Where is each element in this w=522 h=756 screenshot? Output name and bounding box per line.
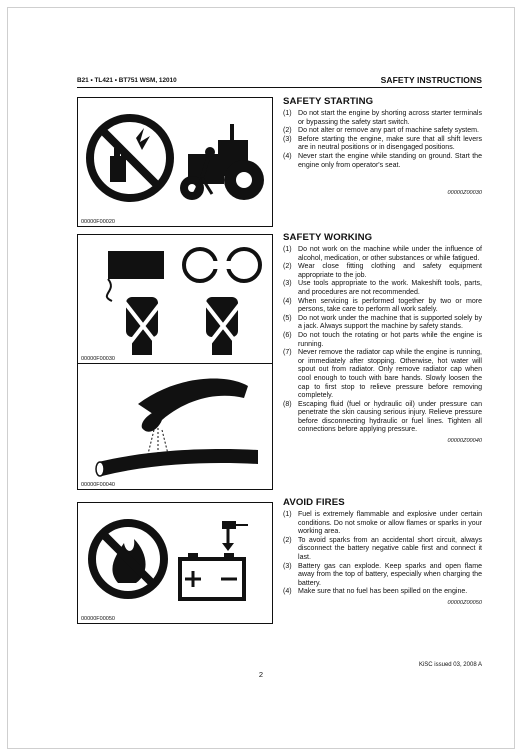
page-number: 2	[258, 670, 264, 679]
crossed-hand-right-icon	[202, 297, 244, 355]
item-text: Battery gas can explode. Keep sparks and open flame away from the top of battery, especially when charging the battery.	[298, 562, 482, 587]
figure-pressurized-fluid	[77, 364, 273, 490]
battery-icon	[180, 521, 248, 599]
instruction-list	[283, 246, 482, 435]
figure-code: 00000F00020	[81, 219, 115, 225]
item-number: (3)	[283, 280, 292, 288]
item-number: (4)	[283, 297, 292, 305]
instruction-item	[283, 349, 482, 401]
no-shorting-starter-and-tractor-icon	[78, 98, 274, 228]
instruction-item	[283, 153, 482, 170]
item-text: Do not start the engine by shorting across starter terminals or bypassing the safety start switch.	[298, 110, 482, 126]
item-text: Use tools appropriate to the work. Makeshift tools, parts, and procedures are not recommended.	[298, 280, 482, 296]
instruction-item	[283, 136, 482, 153]
item-text: Do not alter or remove any part of machine safety system.	[298, 127, 479, 135]
manual-model-header: B21 • TL421 • BT751 WSM, 12010	[77, 77, 177, 84]
section-title: SAFETY STARTING	[283, 96, 374, 107]
instruction-item	[283, 280, 482, 297]
issue-footer: KiSC issued 03, 2008 A	[418, 662, 482, 668]
prohibition-hand-icon	[90, 118, 170, 198]
prohibition-flame-icon	[92, 523, 164, 595]
instruction-item	[283, 246, 482, 263]
item-number: (3)	[283, 135, 292, 143]
instruction-item	[283, 127, 482, 136]
instruction-item	[283, 563, 482, 589]
item-text: Make sure that no fuel has been spilled on the engine.	[298, 588, 468, 596]
item-text: Wear close fitting clothing and safety equipment appropriate to the job.	[298, 263, 482, 279]
instruction-item	[283, 332, 482, 349]
item-number: (4)	[283, 152, 292, 160]
instruction-item	[283, 511, 482, 537]
instruction-item	[283, 263, 482, 280]
instruction-item	[283, 537, 482, 563]
section-avoid-fires	[283, 497, 482, 606]
item-text: Do not work on the machine while under the influence of alcohol, medication, or other substances or while fatigued.	[298, 246, 482, 262]
gear-belt-drive-icon	[107, 249, 260, 301]
section-code: 00000Z00040	[447, 438, 482, 445]
instruction-item	[283, 110, 482, 127]
item-text: To avoid sparks from an accidental short circuit, always disconnect the battery negative cable first and connect it last.	[298, 536, 482, 561]
item-number: (2)	[283, 536, 292, 544]
item-number: (3)	[283, 562, 292, 570]
item-number: (1)	[283, 511, 292, 518]
instruction-item	[283, 298, 482, 315]
item-number: (1)	[283, 110, 292, 117]
instruction-list	[283, 511, 482, 597]
item-number: (1)	[283, 246, 292, 253]
item-number: (5)	[283, 314, 292, 322]
header-rule	[77, 87, 482, 88]
crossed-hand-left-icon	[122, 297, 164, 355]
item-text: Before starting the engine, make sure that all shift levers are in neutral positions or in disengaged positions.	[298, 135, 482, 152]
figure-code: 00000F00040	[81, 482, 115, 488]
section-safety-starting	[283, 96, 482, 196]
section-code: 00000Z00050	[447, 599, 482, 606]
instruction-item	[283, 315, 482, 332]
section-safety-working	[283, 232, 482, 444]
item-text: Do not work under the machine that is supported solely by a jack. Always support the machine by safety stands.	[298, 314, 482, 331]
item-number: (6)	[283, 331, 292, 339]
item-number: (7)	[283, 349, 292, 357]
instruction-list	[283, 110, 482, 170]
item-text: Escaping fluid (fuel or hydraulic oil) under pressure can penetrate the skin causing serious injury. Relieve pressure before disconnecting hydraulic or fuel lines. Tighten all connections before applying pressure.	[298, 400, 482, 434]
instruction-item	[283, 401, 482, 435]
item-text: Never remove the radiator cap while the engine is running, or immediately after stopping. Otherwise, hot water will spout out from radiator. Only remove radiator cap when cool enough to touch with bare hands. Slowly loosen the cap to first stop to relieve pressure before removing completely.	[298, 349, 482, 400]
section-title: SAFETY WORKING	[283, 232, 373, 243]
item-number: (2)	[283, 127, 292, 135]
item-text: Do not touch the rotating or hot parts while the engine is running.	[298, 331, 482, 348]
chapter-title-header: SAFETY INSTRUCTIONS	[380, 75, 482, 85]
figure-code: 00000F00030	[81, 356, 115, 362]
figure-loose-clothing	[77, 234, 273, 364]
no-loose-clothing-icon	[78, 235, 274, 365]
fluid-under-pressure-icon	[78, 364, 274, 490]
no-flame-near-battery-icon	[78, 503, 274, 625]
section-code: 00000Z00030	[447, 190, 482, 197]
item-number: (4)	[283, 588, 292, 596]
item-text: Never start the engine while standing on ground. Start the engine only from operator's seat.	[298, 152, 482, 169]
instruction-item	[283, 588, 482, 597]
item-number: (2)	[283, 263, 292, 271]
item-number: (8)	[283, 400, 292, 408]
item-text: Fuel is extremely flammable and explosive under certain conditions. Do not smoke or allow flames or sparks in your working area.	[298, 511, 482, 536]
figure-safety-starting	[77, 97, 273, 227]
item-text: When servicing is performed together by two or more persons, take care to perform all work safely.	[298, 297, 482, 314]
section-title: AVOID FIRES	[283, 497, 345, 508]
figure-avoid-fires	[77, 502, 273, 624]
tractor-run-over-icon	[180, 124, 264, 200]
figure-code: 00000F00050	[81, 616, 115, 622]
